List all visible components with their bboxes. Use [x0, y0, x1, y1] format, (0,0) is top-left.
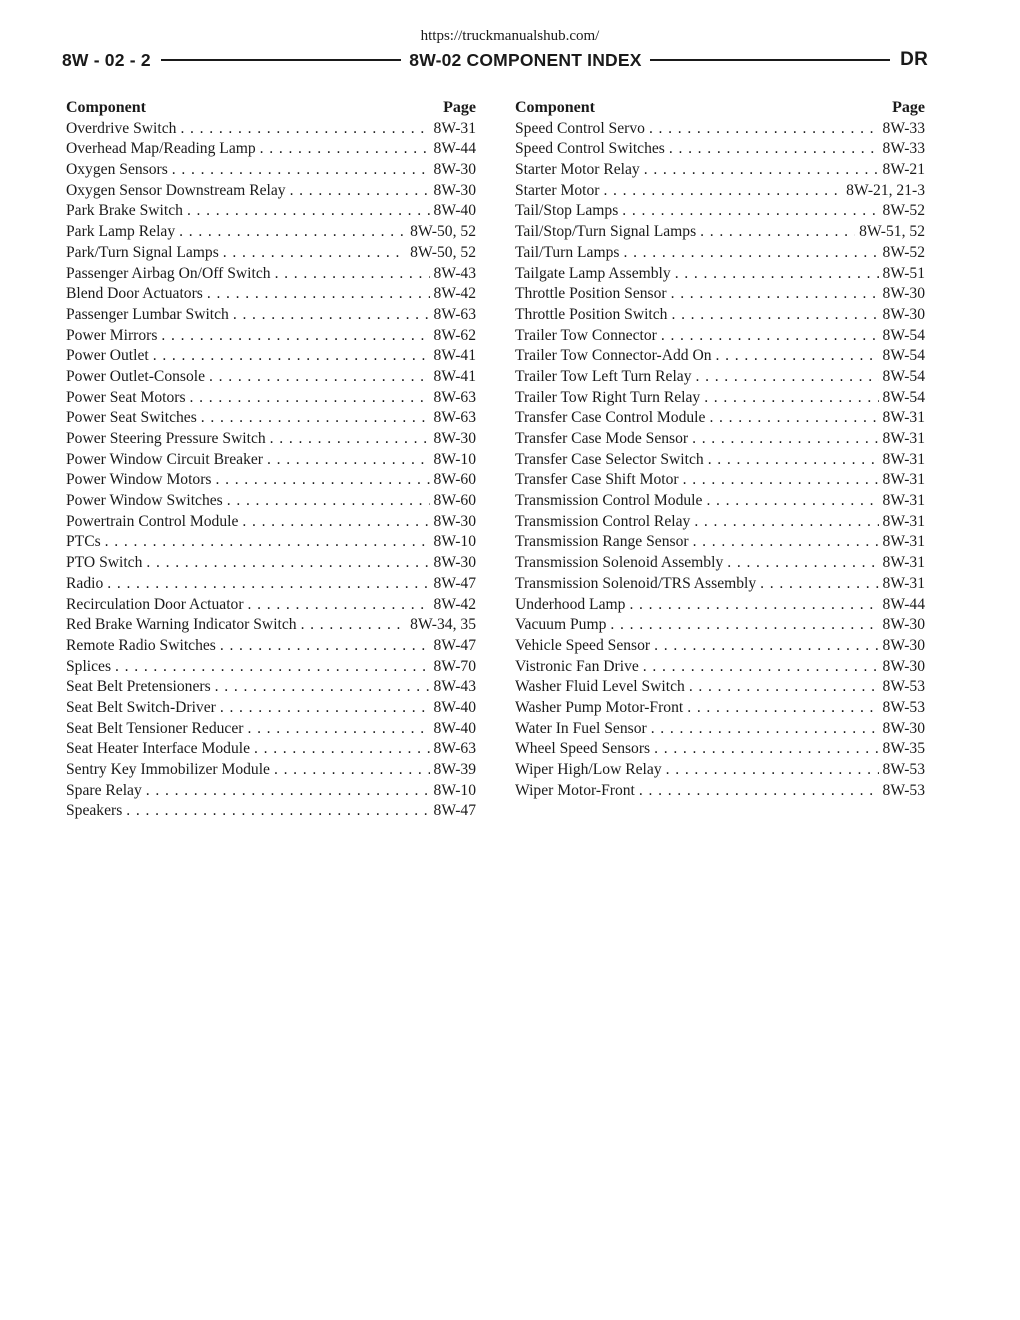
left-entry-list [66, 119, 476, 822]
dot-leader [153, 346, 430, 367]
component-name: Transmission Range Sensor [515, 533, 689, 551]
component-name: Oxygen Sensor Downstream Relay [66, 181, 286, 199]
index-entry [515, 532, 925, 553]
page-reference: 8W-63 [433, 740, 476, 758]
index-entry [66, 284, 476, 305]
page-reference: 8W-10 [433, 450, 476, 468]
dot-leader [675, 264, 879, 285]
column-header [515, 98, 925, 119]
dot-leader [603, 181, 842, 202]
component-name: Red Brake Warning Indicator Switch [66, 616, 297, 634]
component-name: Underhood Lamp [515, 595, 626, 613]
component-name: Wheel Speed Sensors [515, 740, 651, 758]
component-name: Speed Control Switches [515, 140, 665, 158]
index-entry [515, 346, 925, 367]
dot-leader [654, 739, 878, 760]
page-number: 8W - 02 - 2 [62, 49, 151, 70]
component-name: Wiper High/Low Relay [515, 761, 662, 778]
page-reference: 8W-10 [433, 781, 476, 799]
dot-leader [708, 450, 879, 471]
page-reference: 8W-63 [433, 388, 476, 406]
dot-leader [661, 326, 879, 347]
dot-leader [622, 201, 878, 222]
component-name: Transmission Control Relay [515, 512, 691, 530]
index-entry [515, 139, 925, 160]
component-name: Washer Fluid Level Switch [515, 678, 685, 696]
dot-leader [694, 512, 878, 533]
index-entry [66, 181, 476, 202]
page-reference: 8W-63 [433, 409, 476, 427]
dot-leader [172, 160, 430, 181]
dot-leader [671, 305, 878, 326]
dot-leader [209, 367, 430, 388]
page-reference: 8W-42 [433, 285, 476, 303]
page-reference: 8W-44 [882, 595, 925, 613]
component-name: Splices [66, 657, 112, 675]
right-index-column [515, 98, 925, 801]
page-reference: 8W-63 [433, 305, 476, 323]
index-entry [66, 636, 476, 657]
page-heading: Page [443, 99, 476, 116]
dot-leader [639, 781, 879, 802]
dot-leader [644, 160, 879, 181]
page-reference: 8W-54 [882, 388, 925, 406]
index-entry [515, 160, 925, 181]
dot-leader [180, 119, 429, 140]
index-entry [66, 574, 476, 595]
dot-leader [260, 139, 430, 160]
dot-leader [696, 367, 879, 388]
index-entry [515, 677, 925, 698]
index-entry [66, 222, 476, 243]
page-reference: 8W-30 [433, 430, 476, 447]
page-reference: 8W-54 [882, 367, 925, 385]
component-name: Power Mirrors [66, 326, 158, 344]
page-reference: 8W-44 [433, 140, 476, 158]
index-entry [515, 698, 925, 719]
component-name: Speed Control Servo [515, 119, 645, 137]
component-name: Vehicle Speed Sensor [515, 636, 651, 654]
index-entry [515, 574, 925, 595]
component-name: Overhead Map/Reading Lamp [66, 140, 256, 158]
page-reference: 8W-10 [433, 533, 476, 551]
index-entry [515, 491, 925, 512]
dot-leader [254, 739, 430, 760]
index-entry [66, 719, 476, 740]
page-reference: 8W-50, 52 [410, 243, 476, 261]
component-name: Throttle Position Sensor [515, 285, 667, 303]
component-name: Power Seat Motors [66, 388, 186, 406]
page-title: 8W-02 COMPONENT INDEX [409, 49, 642, 70]
index-entry [66, 305, 476, 326]
dot-leader [727, 553, 878, 574]
page-reference: 8W-52 [882, 202, 925, 220]
dot-leader [190, 388, 430, 409]
page-reference: 8W-30 [882, 285, 925, 303]
component-name: Trailer Tow Left Turn Relay [515, 367, 692, 385]
dot-leader [290, 181, 430, 202]
dot-leader [649, 119, 879, 140]
dot-leader [161, 326, 429, 347]
page-reference: 8W-30 [882, 305, 925, 323]
page-reference: 8W-40 [433, 698, 476, 716]
page-reference: 8W-30 [433, 161, 476, 179]
dot-leader [693, 532, 879, 553]
index-entry [515, 615, 925, 636]
component-name: Starter Motor [515, 181, 600, 199]
index-entry [515, 284, 925, 305]
dot-leader [760, 574, 878, 595]
header-rule-left [161, 59, 402, 61]
dot-leader [643, 657, 879, 678]
component-name: Power Outlet-Console [66, 367, 206, 385]
dot-leader [623, 243, 878, 264]
component-name: Vistronic Fan Drive [515, 657, 639, 675]
index-entry [66, 553, 476, 574]
index-entry [66, 264, 476, 285]
page-reference: 8W-30 [433, 181, 476, 199]
component-name: Overdrive Switch [66, 119, 177, 137]
index-entry [66, 119, 476, 140]
dot-leader [629, 595, 878, 616]
dot-leader [216, 470, 430, 491]
dot-leader [666, 760, 879, 781]
index-entry [66, 201, 476, 222]
dot-leader [683, 470, 879, 491]
page-reference: 8W-31 [882, 450, 925, 468]
component-name: Power Window Motors [66, 471, 212, 489]
component-heading: Component [515, 99, 596, 116]
index-entry [515, 119, 925, 140]
page-reference: 8W-31 [882, 574, 925, 592]
right-entry-list [515, 119, 925, 802]
dot-leader [146, 553, 429, 574]
index-entry [515, 470, 925, 491]
index-entry [66, 367, 476, 388]
component-name: Sentry Key Immobilizer Module [66, 761, 270, 778]
component-name: Powertrain Control Module [66, 512, 239, 530]
component-name: Passenger Airbag On/Off Switch [66, 264, 271, 282]
column-header [66, 98, 476, 119]
index-entry [515, 553, 925, 574]
component-name: Oxygen Sensors [66, 161, 168, 179]
page-reference: 8W-50, 52 [410, 223, 476, 241]
component-name: Passenger Lumbar Switch [66, 305, 229, 323]
section-code: DR [900, 49, 928, 70]
dot-leader [146, 781, 430, 802]
page-reference: 8W-52 [882, 243, 925, 261]
page-reference: 8W-53 [882, 761, 925, 778]
dot-leader [179, 222, 406, 243]
page-reference: 8W-40 [433, 719, 476, 737]
component-name: Transmission Control Module [515, 492, 703, 510]
page-reference: 8W-33 [882, 119, 925, 137]
dot-leader [301, 615, 407, 636]
page-reference: 8W-43 [433, 264, 476, 282]
component-name: Throttle Position Switch [515, 305, 668, 323]
dot-leader [704, 388, 878, 409]
dot-leader [233, 305, 430, 326]
component-name: PTCs [66, 533, 101, 551]
component-name: Power Outlet [66, 347, 149, 365]
index-entry [515, 512, 925, 533]
component-name: Remote Radio Switches [66, 636, 216, 654]
index-entry [515, 181, 925, 202]
dot-leader [247, 719, 429, 740]
index-entry [66, 326, 476, 347]
index-entry [66, 388, 476, 409]
page-reference: 8W-30 [882, 616, 925, 634]
page-reference: 8W-30 [882, 636, 925, 654]
component-name: Wiper Motor-Front [515, 781, 635, 799]
page-reference: 8W-47 [433, 636, 476, 654]
dot-leader [700, 222, 855, 243]
component-name: Transmission Solenoid/TRS Assembly [515, 574, 757, 592]
component-name: Park Lamp Relay [66, 223, 176, 241]
index-entry [66, 470, 476, 491]
component-name: Tail/Turn Lamps [515, 243, 620, 261]
page-reference: 8W-51 [882, 264, 925, 282]
component-name: Power Window Circuit Breaker [66, 450, 263, 468]
index-entry [515, 243, 925, 264]
index-entry [66, 512, 476, 533]
page-reference: 8W-30 [882, 657, 925, 675]
component-name: Trailer Tow Connector [515, 326, 657, 344]
index-entry [66, 698, 476, 719]
dot-leader [706, 491, 878, 512]
index-entry [515, 781, 925, 802]
dot-leader [220, 636, 430, 657]
dot-leader [275, 264, 430, 285]
index-entry [515, 326, 925, 347]
index-entry [66, 243, 476, 264]
dot-leader [270, 429, 430, 450]
index-entry [515, 450, 925, 471]
index-entry [66, 615, 476, 636]
page-reference: 8W-60 [433, 471, 476, 489]
index-entry [515, 719, 925, 740]
dot-leader [215, 677, 430, 698]
component-name: Blend Door Actuators [66, 285, 203, 303]
index-entry [66, 408, 476, 429]
index-entry [66, 781, 476, 802]
index-entry [515, 595, 925, 616]
page-header [62, 48, 928, 72]
index-entry [515, 367, 925, 388]
page-reference: 8W-47 [433, 574, 476, 592]
component-name: Trailer Tow Right Turn Relay [515, 388, 701, 406]
page-reference: 8W-21, 21-3 [846, 181, 925, 199]
page-reference: 8W-70 [433, 657, 476, 675]
component-name: Spare Relay [66, 781, 142, 799]
dot-leader [223, 243, 406, 264]
page-reference: 8W-42 [433, 595, 476, 613]
component-name: Power Steering Pressure Switch [66, 430, 266, 447]
index-entry [66, 491, 476, 512]
component-name: Power Window Switches [66, 492, 223, 510]
page-reference: 8W-62 [433, 326, 476, 344]
dot-leader [126, 801, 429, 822]
component-name: Seat Belt Tensioner Reducer [66, 719, 244, 737]
component-name: Vacuum Pump [515, 616, 607, 634]
page-reference: 8W-33 [882, 140, 925, 158]
component-name: Washer Pump Motor-Front [515, 698, 684, 716]
index-entry [66, 677, 476, 698]
page-reference: 8W-31 [882, 492, 925, 510]
dot-leader [115, 657, 430, 678]
dot-leader [610, 615, 878, 636]
index-entry [66, 450, 476, 471]
index-entry [515, 760, 925, 781]
page-reference: 8W-31 [433, 119, 476, 137]
index-entry [66, 160, 476, 181]
index-entry [515, 222, 925, 243]
component-name: Speakers [66, 802, 123, 820]
index-entry [66, 346, 476, 367]
page-reference: 8W-54 [882, 347, 925, 365]
index-entry [515, 264, 925, 285]
page-heading: Page [892, 99, 925, 116]
page-reference: 8W-39 [433, 761, 476, 778]
header-rule-right [650, 59, 891, 61]
index-entry [515, 388, 925, 409]
page-reference: 8W-41 [433, 347, 476, 365]
page-reference: 8W-40 [433, 202, 476, 220]
dot-leader [207, 284, 430, 305]
page-reference: 8W-35 [882, 740, 925, 758]
page-reference: 8W-54 [882, 326, 925, 344]
component-name: Recirculation Door Actuator [66, 595, 244, 613]
index-entry [66, 595, 476, 616]
component-name: Seat Heater Interface Module [66, 740, 250, 758]
page-reference: 8W-53 [882, 781, 925, 799]
dot-leader [107, 574, 429, 595]
page-reference: 8W-21 [882, 161, 925, 179]
index-entry [515, 408, 925, 429]
dot-leader [227, 491, 430, 512]
component-name: Park/Turn Signal Lamps [66, 243, 219, 261]
index-entry [66, 739, 476, 760]
component-name: Transfer Case Shift Motor [515, 471, 679, 489]
page-reference: 8W-34, 35 [410, 616, 476, 634]
index-entry [66, 657, 476, 678]
dot-leader [692, 429, 878, 450]
dot-leader [220, 698, 430, 719]
component-name: Water In Fuel Sensor [515, 719, 647, 737]
component-name: Radio [66, 574, 104, 592]
index-entry [515, 657, 925, 678]
component-name: Starter Motor Relay [515, 161, 640, 179]
index-entry [66, 429, 476, 450]
dot-leader [689, 677, 879, 698]
page-reference: 8W-60 [433, 492, 476, 510]
page-reference: 8W-53 [882, 698, 925, 716]
index-entry [66, 532, 476, 553]
component-name: Trailer Tow Connector-Add On [515, 347, 712, 365]
index-entry [66, 760, 476, 781]
page-reference: 8W-31 [882, 533, 925, 551]
component-name: Transfer Case Control Module [515, 409, 706, 427]
component-name: Transmission Solenoid Assembly [515, 554, 724, 572]
dot-leader [105, 532, 430, 553]
index-entry [515, 201, 925, 222]
index-entry [515, 636, 925, 657]
dot-leader [671, 284, 879, 305]
dot-leader [654, 636, 878, 657]
component-heading: Component [66, 99, 147, 116]
page-reference: 8W-47 [433, 802, 476, 820]
dot-leader [274, 760, 430, 781]
dot-leader [201, 408, 430, 429]
page-reference: 8W-30 [882, 719, 925, 737]
component-name: Tailgate Lamp Assembly [515, 264, 671, 282]
index-entry [515, 739, 925, 760]
index-entry [515, 429, 925, 450]
component-name: PTO Switch [66, 554, 143, 572]
index-entry [515, 305, 925, 326]
component-name: Tail/Stop Lamps [515, 202, 619, 220]
index-entry [66, 801, 476, 822]
component-name: Transfer Case Selector Switch [515, 450, 704, 468]
page-reference: 8W-31 [882, 554, 925, 572]
page-reference: 8W-30 [433, 512, 476, 530]
component-name: Park Brake Switch [66, 202, 183, 220]
page-reference: 8W-53 [882, 678, 925, 696]
component-name: Seat Belt Switch-Driver [66, 698, 216, 716]
dot-leader [267, 450, 430, 471]
source-url[interactable]: https://truckmanualshub.com/ [420, 28, 600, 44]
page-reference: 8W-41 [433, 367, 476, 385]
dot-leader [687, 698, 878, 719]
component-name: Transfer Case Mode Sensor [515, 430, 689, 447]
dot-leader [248, 595, 430, 616]
dot-leader [187, 201, 430, 222]
page-reference: 8W-31 [882, 471, 925, 489]
component-name: Seat Belt Pretensioners [66, 678, 211, 696]
page-reference: 8W-31 [882, 512, 925, 530]
dot-leader [242, 512, 429, 533]
page-reference: 8W-31 [882, 409, 925, 427]
dot-leader [651, 719, 879, 740]
dot-leader [709, 408, 878, 429]
left-index-column [66, 98, 476, 822]
dot-leader [669, 139, 879, 160]
component-name: Power Seat Switches [66, 409, 197, 427]
page-reference: 8W-43 [433, 678, 476, 696]
component-name: Tail/Stop/Turn Signal Lamps [515, 223, 697, 241]
page-reference: 8W-31 [882, 430, 925, 447]
dot-leader [716, 346, 879, 367]
page-reference: 8W-51, 52 [859, 223, 925, 241]
index-entry [66, 139, 476, 160]
page-reference: 8W-30 [433, 554, 476, 572]
